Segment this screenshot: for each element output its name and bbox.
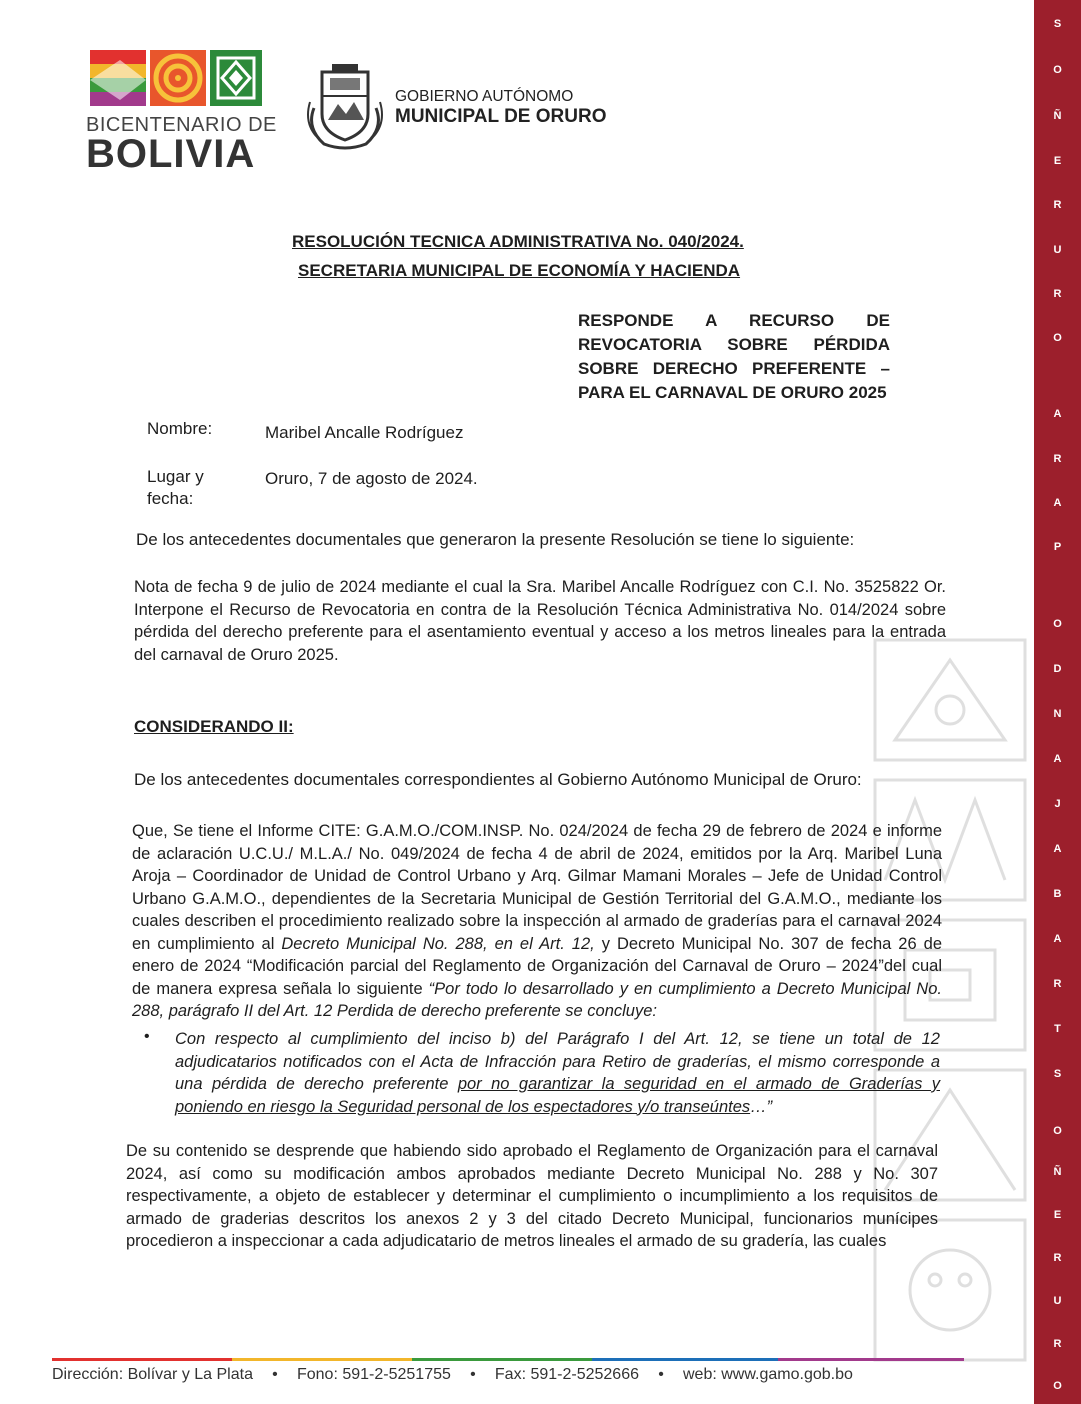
side-band-letter: A <box>1053 753 1062 765</box>
desprende-paragraph: De su contenido se desprende que habiendo sido aprobado el Reglamento de Organización para el carnaval 2024, así como su modificación ambos aprobados mediante Decreto Municipal No. 288 y No. 307 respectivamente, a objeto de establecer y determinar el cumplimiento o incumplimiento a los requisitos de armado de graderias descritos los anexos 2 y 3 del citado Decreto Municipal, funcionarios munícipes procedieron a inspeccionar a cada adjudicatario de metros lineales el armado de su gradería, las cuales <box>126 1142 938 1250</box>
subject-line: REVOCATORIA SOBRE PÉRDIDA <box>578 335 890 354</box>
subject-line: PARA EL CARNAVAL DE ORURO 2025 <box>578 383 887 402</box>
side-band-letter: B <box>1053 888 1062 900</box>
lugar-value: Oruro, 7 de agosto de 2024. <box>265 469 478 488</box>
que-paragraph <box>132 820 942 1023</box>
side-band <box>1034 0 1081 1404</box>
side-band-letter: R <box>1053 1252 1062 1264</box>
side-band-letter: R <box>1053 978 1062 990</box>
side-band-letter: E <box>1053 1209 1062 1221</box>
bullet-text: Con respecto al cumplimiento del inciso b) del Parágrafo I del Art. 12, se tiene un total de 12 adjudicatarios notificados con el Acta de Infracción para Retiro de graderías, el mismo corresponde a una pérdida de derecho preferente <box>175 1030 940 1093</box>
que-text: y Decreto Municipal No. 307 de fecha 26 de enero de 2024 “Modificación parcial del Reglamento de Organización del Carnaval de Oruro – 2024”del cual de manera expresa señala lo siguiente <box>132 934 942 998</box>
side-band-letter: D <box>1053 663 1062 675</box>
side-band-letter: R <box>1053 199 1062 211</box>
considerando-heading: CONSIDERANDO II: <box>134 717 294 736</box>
intro-paragraph: De los antecedentes documentales que generaron la presente Resolución se tiene lo siguiente: <box>136 530 855 549</box>
side-band-letter: P <box>1053 541 1062 553</box>
side-band-letter: R <box>1053 1338 1062 1350</box>
footer-separator: • <box>272 1366 278 1383</box>
side-band-letter: Ñ <box>1053 1166 1062 1178</box>
side-band-letter: O <box>1053 64 1062 76</box>
municipal-seal-icon <box>302 62 388 152</box>
gov-line2: MUNICIPAL DE ORURO <box>395 106 607 127</box>
side-band-letter: N <box>1053 708 1062 720</box>
lugar-label: Lugar y fecha: <box>147 467 204 508</box>
nota-paragraph: Nota de fecha 9 de julio de 2024 mediante el cual la Sra. Maribel Ancalle Rodríguez con C.I. No. 3525822 Or. Interpone el Recurso de Revocatoria en contra de la Resolución Técnica Administrativa No. 014/2024 sobre pérdida del derecho preferente para el asentamiento eventual y acceso a los metros lineales para la entrada del carnaval de Oruro 2025. <box>134 578 946 664</box>
side-band-letter: S <box>1053 1068 1062 1080</box>
subject-line: SOBRE DERECHO PREFERENTE – <box>578 359 890 378</box>
que-italic: Decreto Municipal No. 288, en el Art. 12, <box>281 934 595 953</box>
bullet-end: …” <box>750 1097 773 1116</box>
side-band-letter: U <box>1053 244 1062 256</box>
bicentenario-logo <box>86 48 277 176</box>
footer-separator: • <box>470 1366 476 1383</box>
gov-line1: GOBIERNO AUTÓNOMO <box>395 88 574 105</box>
bullet-underlined: por no garantizar la seguridad en el armado de Graderías y poniendo en riesgo la Seguridad personal de los espectadores y/o transeúntes <box>175 1075 940 1116</box>
side-band-letter: U <box>1053 1295 1062 1307</box>
bicentenario-line1: BICENTENARIO DE <box>86 114 277 136</box>
nombre-label: Nombre: <box>147 419 213 438</box>
footer-color-line <box>52 1358 964 1361</box>
antecedentes-paragraph: De los antecedentes documentales correspondientes al Gobierno Autónomo Municipal de Oruro: <box>134 770 862 789</box>
que-text: Que, Se tiene el Informe CITE: G.A.M.O./COM.INSP. No. 024/2024 de fecha 29 de febrero de 2024 e informe de aclaración U.C.U./ M.L.A./ No. 049/2024 de fecha 4 de abril de 2024, emitidos por la Arq. Maribel Luna Aroja – Coordinador de Unidad de Control Urbano y Arq. Gilmar Mamani Morales – Jefe de Unidad Control Urbano G.A.M.O., dependientes de la Secretaria Municipal de Gestión Territorial del G.A.M.O., mediante los cuales describen el procedimiento realizado sobre la inspección al armado de graderías para el carnaval 2024 en cumplimiento al <box>132 822 942 953</box>
bicentenario-line2: BOLIVIA <box>86 132 256 176</box>
side-band-letter: S <box>1053 18 1062 30</box>
footer-fono: Fono: 591-2-5251755 <box>296 1366 451 1383</box>
subject-line: RESPONDE A RECURSO DE <box>578 311 890 330</box>
que-quote: “Por todo lo desarrollado y en cumplimiento a Decreto Municipal No. 288, parágrafo II del Art. 12 Perdida de derecho preferente se concluye: <box>132 979 942 1020</box>
side-band-letter: J <box>1054 798 1061 810</box>
nombre-value: Maribel Ancalle Rodríguez <box>265 423 464 442</box>
side-band-letter: O <box>1053 332 1062 344</box>
side-band-letter: O <box>1053 1380 1062 1392</box>
side-band-letter: A <box>1053 408 1062 420</box>
side-band-letter: A <box>1053 497 1062 509</box>
secretaria-title: SECRETARIA MUNICIPAL DE ECONOMÍA Y HACIENDA <box>298 261 741 280</box>
footer-fax: Fax: 591-2-5252666 <box>494 1366 639 1383</box>
side-band-letter: O <box>1053 618 1062 630</box>
bullet-paragraph <box>175 1028 940 1118</box>
side-band-letter: T <box>1054 1023 1061 1035</box>
bicentenario-emblem-icon <box>90 50 262 108</box>
gamo-logo <box>302 62 622 152</box>
side-band-letter: E <box>1053 155 1062 167</box>
side-band-letter: O <box>1053 1125 1062 1137</box>
footer-direccion: Dirección: Bolívar y La Plata <box>52 1366 253 1383</box>
side-band-letter: Ñ <box>1053 110 1062 122</box>
side-band-letter: R <box>1053 288 1062 300</box>
footer-web[interactable]: web: www.gamo.gob.bo <box>683 1366 853 1383</box>
bullet-dot: • <box>144 1028 150 1045</box>
footer <box>52 1366 972 1384</box>
side-band-letter: A <box>1053 843 1062 855</box>
resolution-title: RESOLUCIÓN TECNICA ADMINISTRATIVA No. 040/2024. <box>292 232 744 251</box>
resolution-subject <box>578 309 890 405</box>
side-band-letter: R <box>1053 453 1062 465</box>
side-band-letter: A <box>1053 933 1062 945</box>
footer-separator: • <box>658 1366 664 1383</box>
